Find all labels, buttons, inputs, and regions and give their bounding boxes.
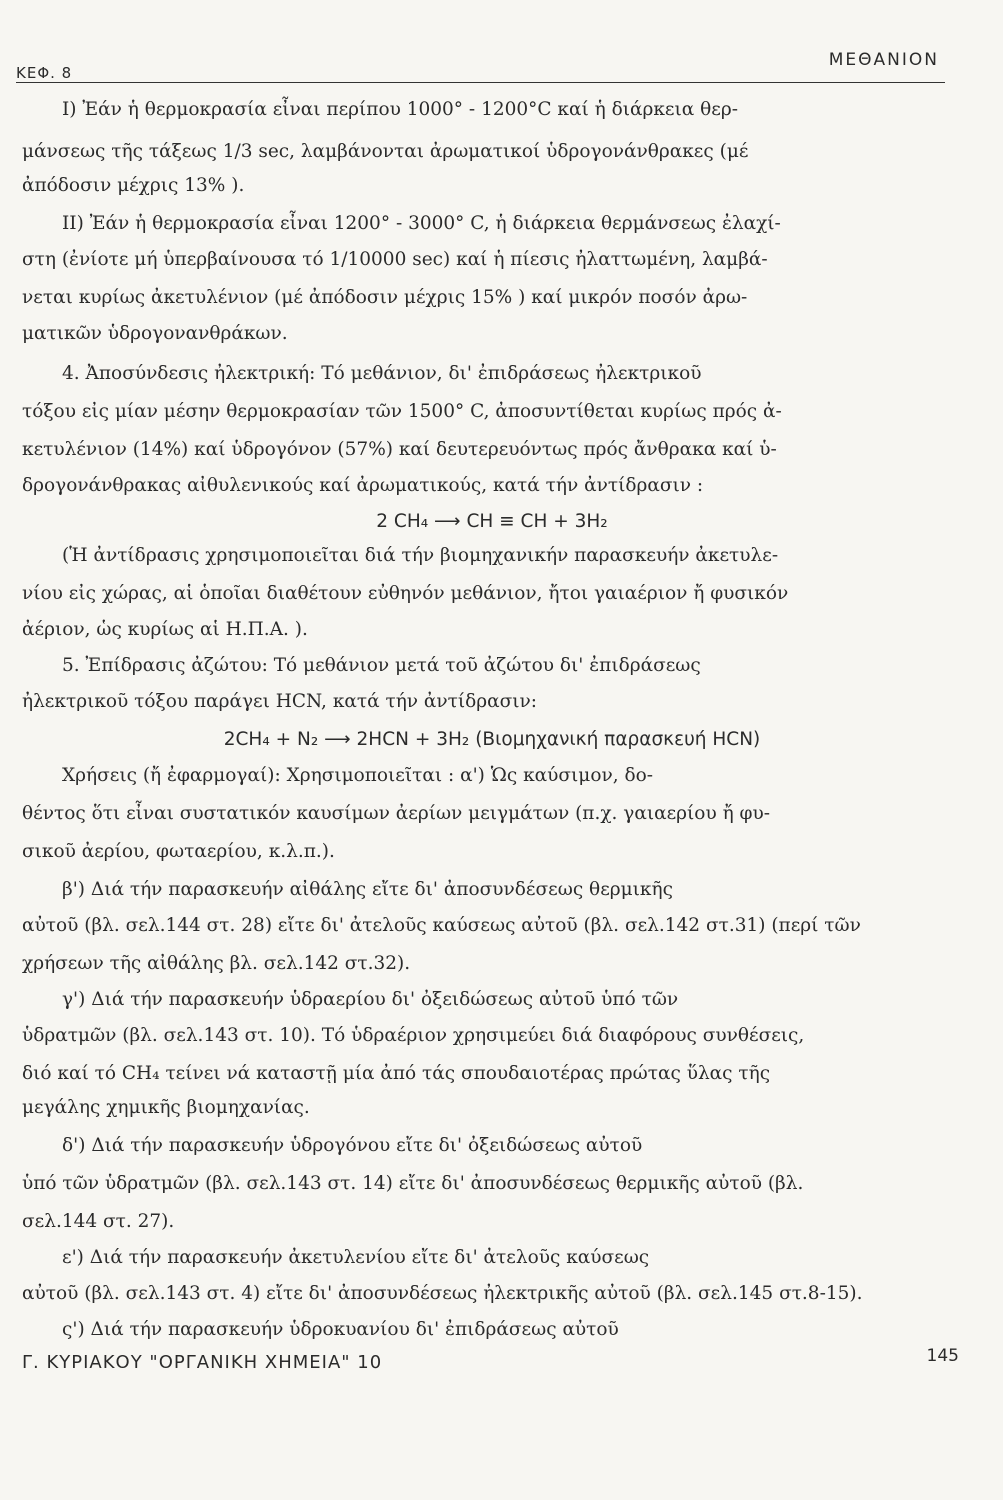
page-number: 145 [926,1346,959,1366]
section-heading-4: 4. Ἀποσύνδεσις ἠλεκτρική: Τό μεθάνιον, δι' ἐπιδράσεως ἠλεκτρικοῦ [62,363,702,384]
use-item-b: β') Διά τήν παρασκευήν αἰθάλης εἴτε δι' ἀποσυνδέσεως θερμικῆς [62,879,673,900]
text-line: ΙΙ) Ἐάν ἡ θερμοκρασία εἶναι 1200° - 3000° C, ἡ διάρκεια θερμάνσεως ἐλαχί- [62,213,781,234]
text-line: σικοῦ ἀερίου, φωταερίου, κ.λ.π.). [22,841,335,862]
reaction-equation-2: 2CH₄ + N₂ ⟶ 2HCN + 3H₂ (Βιομηχανική παρασκευή HCN) [223,729,761,750]
text-line: μάνσεως τῆς τάξεως 1/3 sec, λαμβάνονται ἀρωματικοί ὑδρογονάνθρακες (μέ [22,141,749,162]
text-line: δρογονάνθρακας αἰθυλενικούς καί ἀρωματικούς, κατά τήν ἀντίδρασιν : [22,475,704,496]
text-line: χρήσεων τῆς αἰθάλης βλ. σελ.142 στ.32). [22,953,411,974]
use-item-d: δ') Διά τήν παρασκευήν ὑδρογόνου εἴτε δι' ὀξειδώσεως αὐτοῦ [62,1135,643,1156]
text-line: ἠλεκτρικοῦ τόξου παράγει HCN, κατά τήν ἀντίδρασιν: [22,691,538,712]
text-line: στη (ἐνίοτε μή ὑπερβαίνουσα τό 1/10000 sec) καί ἡ πίεσις ἠλαττωμένη, λαμβά- [22,249,768,270]
use-item-e: ε') Διά τήν παρασκευήν ἀκετυλενίου εἴτε δι' ἀτελοῦς καύσεως [62,1247,650,1268]
text-line: ἀπόδοσιν μέχρις 13% ). [22,175,245,196]
text-line: θέντος ὅτι εἶναι συστατικόν καυσίμων ἀερίων μειγμάτων (π.χ. γαιαερίου ἤ φυ- [22,803,770,824]
section-heading-5: 5. Ἐπίδρασις ἀζώτου: Τό μεθάνιον μετά τοῦ ἀζώτου δι' ἐπιδράσεως [62,655,701,676]
text-line: αὐτοῦ (βλ. σελ.143 στ. 4) εἴτε δι' ἀποσυνδέσεως ἠλεκτρικῆς αὐτοῦ (βλ. σελ.145 στ.8-15). [22,1283,863,1304]
text-line: νεται κυρίως ἀκετυλένιον (μέ ἀπόδοσιν μέχρις 15% ) καί μικρόν ποσόν ἀρω- [22,287,748,308]
text-line: αὐτοῦ (βλ. σελ.144 στ. 28) εἴτε δι' ἀτελοῦς καύσεως αὐτοῦ (βλ. σελ.142 στ.31) (περί τῶν [22,915,861,936]
book-footer: Γ. ΚΥΡΙΑΚΟΥ "ΟΡΓΑΝΙΚΗ ΧΗΜΕΙΑ" 10 [22,1352,383,1373]
header-rule [16,82,945,83]
chapter-label: ΚΕΦ. 8 [16,64,73,82]
text-line: τόξου εἰς μίαν μέσην θερμοκρασίαν τῶν 1500° C, ἀποσυντίθεται κυρίως πρός ἀ- [22,401,782,422]
text-line: νίου εἰς χώρας, αἱ ὁποῖαι διαθέτουν εὐθηνόν μεθάνιον, ἤτοι γαιαέριον ἤ φυσικόν [22,583,789,604]
text-line: ἀέριον, ὡς κυρίως αἱ Η.Π.Α. ). [22,619,308,640]
use-item-f: ς') Διά τήν παρασκευήν ὑδροκυανίου δι' ἐπιδράσεως αὐτοῦ [62,1319,619,1340]
reaction-equation-1: 2 CH₄ ⟶ CH ≡ CH + 3H₂ [376,511,608,532]
text-line: ματικῶν ὑδρογονανθράκων. [22,323,288,344]
section-title: ΜΕΘΑΝΙΟΝ [828,50,939,70]
text-line: ὑπό τῶν ὑδρατμῶν (βλ. σελ.143 στ. 14) εἴτε δι' ἀποσυνδέσεως θερμικῆς αὐτοῦ (βλ. [22,1173,804,1194]
text-line: ὑδρατμῶν (βλ. σελ.143 στ. 10). Τό ὑδραέριον χρησιμεύει διά διαφόρους συνθέσεις, [22,1025,805,1046]
text-line: (Ἡ ἀντίδρασις χρησιμοποιεῖται διά τήν βιομηχανικήν παρασκευήν ἀκετυλε- [62,545,779,566]
use-item-c: γ') Διά τήν παρασκευήν ὑδραερίου δι' ὀξειδώσεως αὐτοῦ ὑπό τῶν [62,989,679,1010]
text-line: διό καί τό CH₄ τείνει νά καταστῇ μία ἀπό τάς σπουδαιοτέρας πρώτας ὕλας τῆς [22,1063,771,1084]
text-line: μεγάλης χημικῆς βιομηχανίας. [22,1097,310,1118]
text-line: Ι) Ἐάν ἡ θερμοκρασία εἶναι περίπου 1000° - 1200°C καί ἡ διάρκεια θερ- [62,99,738,120]
text-line: σελ.144 στ. 27). [22,1211,175,1232]
uses-heading: Χρήσεις (ἤ ἐφαρμογαί): Χρησιμοποιεῖται : α') Ὡς καύσιμον, δο- [62,765,653,786]
text-line: κετυλένιον (14%) καί ὑδρογόνον (57%) καί δευτερευόντως πρός ἄνθρακα καί ὑ- [22,439,777,460]
